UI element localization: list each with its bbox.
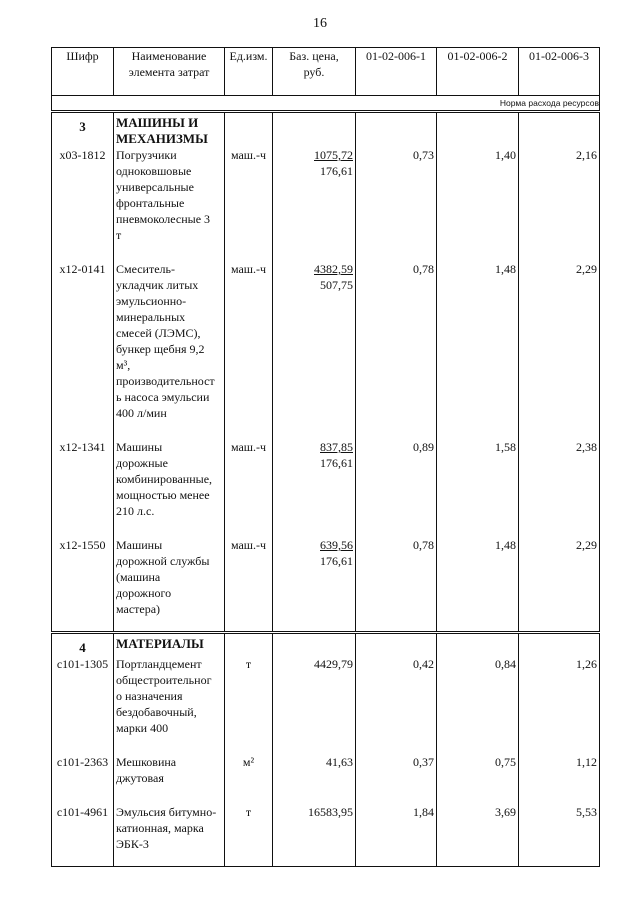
section-title-line1: МАШИНЫ И	[116, 115, 199, 130]
resource-code: с101-1305	[52, 656, 114, 754]
resource-name-line: мощностью менее	[116, 488, 210, 502]
base-price	[273, 147, 356, 261]
norm-value-col1: 0,78	[356, 261, 437, 439]
resource-unit: маш.-ч	[225, 261, 273, 439]
norm-value-col3: 1,26	[519, 656, 600, 754]
empty-cell	[225, 633, 273, 657]
base-price	[273, 261, 356, 439]
table-row	[52, 261, 600, 439]
table-row	[52, 804, 600, 867]
table-row	[52, 147, 600, 261]
header-price-line2: руб.	[303, 65, 325, 79]
norm-value-col3: 1,12	[519, 754, 600, 804]
resource-name-line: Машины	[116, 538, 163, 552]
base-price	[273, 537, 356, 633]
table-body	[52, 112, 600, 867]
base-price	[273, 656, 356, 754]
section-number: 4	[52, 633, 114, 657]
section-header-row	[52, 112, 600, 148]
empty-cell	[273, 633, 356, 657]
resource-name-line: Машины	[116, 440, 163, 454]
header-col1: 01-02-006-1	[356, 48, 437, 96]
resource-name-line: марки 400	[116, 721, 169, 735]
resource-name-line: укладчик литых	[116, 278, 199, 292]
section-title	[114, 633, 225, 657]
base-price-value: 16583,95	[308, 805, 353, 819]
section-header-row	[52, 633, 600, 657]
base-price-wage: 176,61	[320, 164, 353, 178]
resource-name-line: одноковшовые	[116, 164, 192, 178]
section-title-line2: МЕХАНИЗМЫ	[116, 131, 208, 146]
resource-name	[114, 147, 225, 261]
norm-value-col2: 1,40	[437, 147, 519, 261]
resource-name-line: Смеситель-	[116, 262, 175, 276]
header-col3: 01-02-006-3	[519, 48, 600, 96]
norm-value-col3: 2,29	[519, 261, 600, 439]
resource-name	[114, 656, 225, 754]
resource-name	[114, 261, 225, 439]
norm-value-col2: 0,75	[437, 754, 519, 804]
header-unit: Ед.изм.	[225, 48, 273, 96]
header-code: Шифр	[52, 48, 114, 96]
table-row	[52, 537, 600, 633]
resource-name-line: 210 л.с.	[116, 504, 155, 518]
resource-name-line: м³,	[116, 358, 131, 372]
norm-value-col2: 1,58	[437, 439, 519, 537]
norm-value-col3: 2,29	[519, 537, 600, 633]
resource-code: с101-2363	[52, 754, 114, 804]
resource-name-line: о назначения	[116, 689, 183, 703]
header-name	[114, 48, 225, 96]
norm-value-col3: 5,53	[519, 804, 600, 867]
resource-name-line: дорожные	[116, 456, 168, 470]
empty-cell	[225, 112, 273, 148]
resource-norms-table	[51, 47, 600, 867]
resource-unit: м²	[225, 754, 273, 804]
resource-name-line: Эмульсия битумно-	[116, 805, 217, 819]
section-title	[114, 112, 225, 148]
norm-value-col1: 0,89	[356, 439, 437, 537]
resource-code: х12-0141	[52, 261, 114, 439]
resource-name-line: бездобавочный,	[116, 705, 197, 719]
norm-value-col2: 0,84	[437, 656, 519, 754]
resource-unit: т	[225, 804, 273, 867]
resource-name-line: Мешковина	[116, 755, 177, 769]
resource-name-line: ь насоса эмульсии	[116, 390, 210, 404]
norm-value-col3: 2,16	[519, 147, 600, 261]
base-price-value: 837,85	[320, 440, 353, 454]
resource-unit: маш.-ч	[225, 439, 273, 537]
resource-name-line: универсальные	[116, 180, 194, 194]
resource-name	[114, 537, 225, 633]
resource-name-line: джутовая	[116, 771, 164, 785]
norm-value-col2: 1,48	[437, 261, 519, 439]
norm-value-col1: 0,42	[356, 656, 437, 754]
empty-cell	[437, 633, 519, 657]
resource-name-line: производительност	[116, 374, 215, 388]
norm-value-col2: 3,69	[437, 804, 519, 867]
empty-cell	[273, 112, 356, 148]
empty-cell	[356, 112, 437, 148]
norm-value-col1: 0,37	[356, 754, 437, 804]
empty-cell	[437, 112, 519, 148]
norm-value-col1: 0,78	[356, 537, 437, 633]
header-price-line1: Баз. цена,	[289, 49, 339, 63]
empty-cell	[356, 633, 437, 657]
resource-name-line: пневмоколесные 3	[116, 212, 211, 226]
resource-name-line: мастера)	[116, 602, 161, 616]
header-col2: 01-02-006-2	[437, 48, 519, 96]
empty-cell	[519, 112, 600, 148]
header-price	[273, 48, 356, 96]
base-price-wage: 507,75	[320, 278, 353, 292]
resource-name-line: т	[116, 228, 122, 242]
resource-name-line: дорожного	[116, 586, 172, 600]
resource-name	[114, 754, 225, 804]
base-price-value: 4429,79	[314, 657, 353, 671]
resource-code: с101-4961	[52, 804, 114, 867]
resource-name-line: Погрузчики	[116, 148, 177, 162]
base-price	[273, 439, 356, 537]
resource-unit: т	[225, 656, 273, 754]
resource-name	[114, 439, 225, 537]
norm-value-col1: 0,73	[356, 147, 437, 261]
table-row	[52, 754, 600, 804]
table-row	[52, 439, 600, 537]
resource-name-line: 400 л/мин	[116, 406, 167, 420]
resource-name-line: дорожной службы	[116, 554, 210, 568]
resource-name-line: общестроительног	[116, 673, 212, 687]
table-row	[52, 656, 600, 754]
resource-name-line: катионная, марка	[116, 821, 204, 835]
resource-code: х12-1550	[52, 537, 114, 633]
base-price-value: 1075,72	[314, 148, 353, 162]
base-price-value: 41,63	[326, 755, 353, 769]
resource-name-line: бункер щебня 9,2	[116, 342, 205, 356]
resource-name-line: эмульсионно-	[116, 294, 187, 308]
resource-name-line: ЭБК-3	[116, 837, 149, 851]
resource-unit: маш.-ч	[225, 537, 273, 633]
resource-code: х12-1341	[52, 439, 114, 537]
header-name-line2: элемента затрат	[128, 65, 210, 79]
base-price-wage: 176,61	[320, 554, 353, 568]
resource-name	[114, 804, 225, 867]
resource-code: х03-1812	[52, 147, 114, 261]
norm-value-col3: 2,38	[519, 439, 600, 537]
resource-name-line: фронтальные	[116, 196, 185, 210]
resource-name-line: (машина	[116, 570, 161, 584]
header-name-line1: Наименование	[131, 49, 207, 63]
base-price-value: 4382,59	[314, 262, 353, 276]
resource-name-line: минеральных	[116, 310, 186, 324]
resource-unit: маш.-ч	[225, 147, 273, 261]
norm-value-col2: 1,48	[437, 537, 519, 633]
resource-name-line: комбинированные,	[116, 472, 213, 486]
table-header-row	[52, 48, 600, 96]
page-number: 16	[313, 16, 327, 31]
resource-name-line: смесей (ЛЭМС),	[116, 326, 201, 340]
norm-title: Норма расхода ресурсов	[52, 96, 600, 112]
empty-cell	[519, 633, 600, 657]
base-price	[273, 754, 356, 804]
section-title-line1: МАТЕРИАЛЫ	[116, 636, 204, 651]
resource-name-line: Портландцемент	[116, 657, 202, 671]
base-price-value: 639,56	[320, 538, 353, 552]
base-price-wage: 176,61	[320, 456, 353, 470]
norm-value-col1: 1,84	[356, 804, 437, 867]
section-number: 3	[52, 112, 114, 148]
base-price	[273, 804, 356, 867]
